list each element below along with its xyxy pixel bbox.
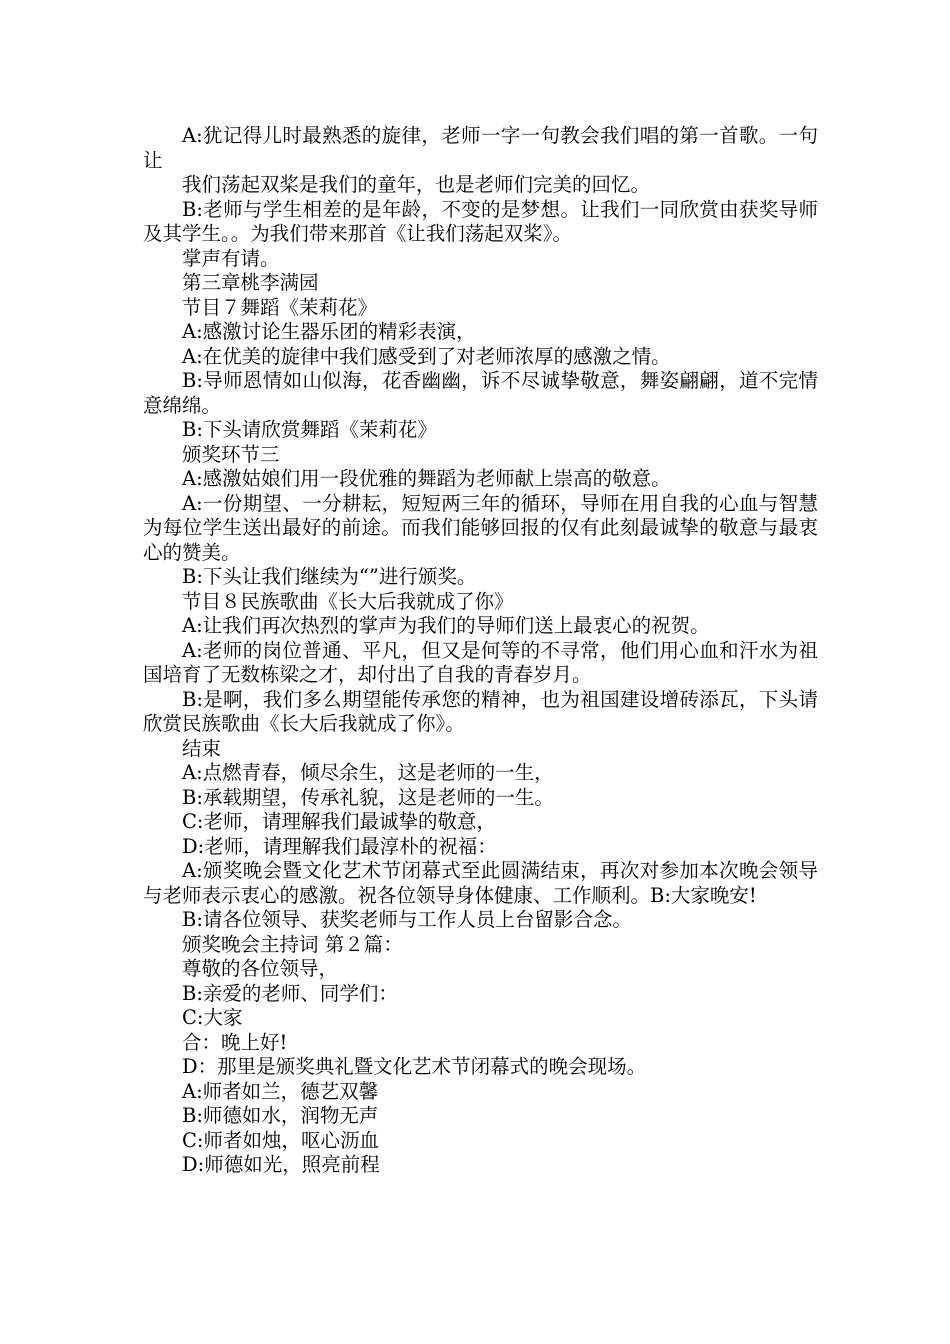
- document-body: [143, 124, 818, 1178]
- paragraph: B:请各位领导、获奖老师与工作人员上台留影合念。: [182, 908, 632, 931]
- paragraph: A:点燃青春，倾尽余生，这是老师的一生，: [182, 761, 554, 784]
- program-title: 节目７舞蹈《茉莉花》: [182, 295, 378, 319]
- paragraph: B:承载期望，传承礼貌，这是老师的一生。: [182, 785, 554, 809]
- section-heading: 颁奖晚会主持词 第２篇：: [182, 932, 403, 956]
- paragraph: A:颁奖晚会暨文化艺术节闭幕式至此圆满结束，再次对参加本次晚会领导与老师表示衷心的感激。祝各位领导身体健康、工作顺利。B:大家晚安!: [143, 859, 818, 907]
- paragraph: B:下头让我们继续为“”进行颁奖。: [182, 565, 477, 588]
- paragraph: B:导师恩情如山似海，花香幽幽，诉不尽诚挚敬意，舞姿翩翩，道不完情意绵绵。: [143, 369, 818, 417]
- paragraph: A:让我们再次热烈的掌声为我们的导师们送上最衷心的祝贺。: [182, 614, 710, 637]
- paragraph: A:师者如兰，德艺双馨: [182, 1079, 379, 1103]
- paragraph: D:师德如光，照亮前程: [182, 1153, 380, 1176]
- paragraph: B:老师与学生相差的是年龄，不变的是梦想。让我们一同欣赏由获奖导师及其学生。。为我们带来那首《让我们荡起双桨》。: [143, 197, 818, 245]
- paragraph: D:老师，请理解我们最淳朴的祝福：: [182, 834, 497, 858]
- paragraph: B:师德如水，润物无声: [182, 1104, 379, 1127]
- program-title: 节目８民族歌曲《长大后我就成了你》: [182, 589, 514, 613]
- paragraph: A:在优美的旋律中我们感受到了对老师浓厚的感激之情。: [182, 344, 671, 368]
- paragraph: A:感激姑娘们用一段优雅的舞蹈为老师献上崇高的敬意。: [182, 467, 671, 490]
- paragraph: B:是啊，我们多么期望能传承您的精神，也为祖国建设增砖添瓦，下头请欣赏民族歌曲《长大后我就成了你》。: [143, 687, 818, 735]
- paragraph: A:感激讨论生器乐团的精彩表演，: [182, 320, 476, 343]
- paragraph: 合：晚上好!: [182, 1030, 288, 1054]
- paragraph: 尊敬的各位领导，: [182, 957, 339, 980]
- paragraph: D：那里是颁奖典礼暨文化艺术节闭幕式的晚会现场。: [182, 1055, 647, 1078]
- paragraph: C:师者如烛，呕心沥血: [182, 1128, 379, 1152]
- section-heading: 结束: [182, 736, 222, 760]
- paragraph: A:老师的岗位普通、平凡，但又是何等的不寻常，他们用心血和汗水为祖国培育了无数栋梁之才，却付出了自我的青春岁月。: [143, 638, 818, 686]
- section-heading: 颁奖环节三: [182, 442, 280, 466]
- paragraph: 掌声有请。: [182, 246, 280, 270]
- paragraph: B:亲爱的老师、同学们：: [182, 981, 398, 1005]
- paragraph: B:下头请欣赏舞蹈《茉莉花》: [182, 418, 437, 441]
- paragraph: 我们荡起双桨是我们的童年，也是老师们完美的回忆。: [182, 173, 651, 196]
- paragraph: A:犹记得儿时最熟悉的旋律，老师一字一句教会我们唱的第一首歌。一句让: [143, 124, 818, 172]
- paragraph: C:大家: [182, 1006, 243, 1029]
- paragraph: A:一份期望、一分耕耘，短短两三年的循环，导师在用自我的心血与智慧为每位学生送出最好的前途。而我们能够回报的仅有此刻最诚挚的敬意与最衷心的赞美。: [143, 491, 818, 564]
- paragraph: C:老师，请理解我们最诚挚的敬意，: [182, 810, 496, 833]
- section-heading: 第三章桃李满园: [182, 271, 319, 294]
